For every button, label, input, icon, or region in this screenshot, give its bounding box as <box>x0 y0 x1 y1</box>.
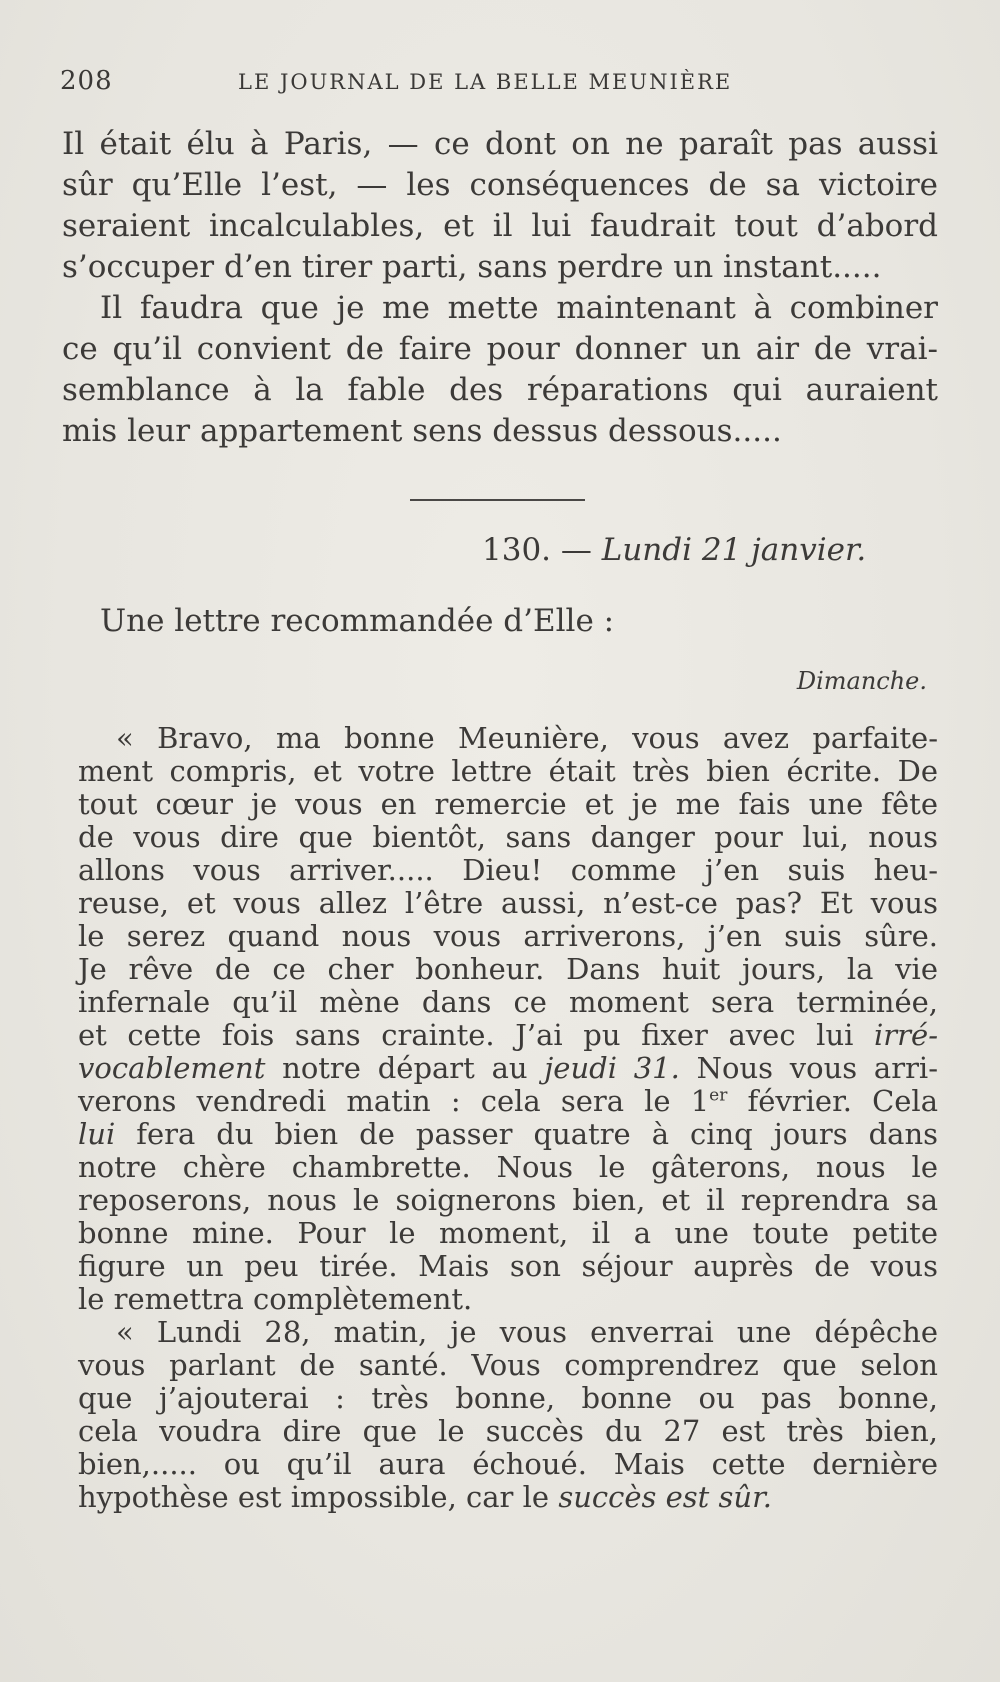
body-text <box>62 124 938 452</box>
letter-line <box>78 1118 938 1151</box>
letter-line: reposerons, nous le soignerons bien, et il reprendra sa <box>78 1183 938 1217</box>
letter-line <box>78 1481 938 1514</box>
paragraph-line: mis leur appartement sens dessus dessous..... <box>62 413 782 449</box>
letter-line <box>78 1052 938 1085</box>
paragraph-line: s’occuper d’en tirer parti, sans perdre un instant..... <box>62 249 882 285</box>
letter-text-run: fera du bien de passer quatre à cinq jours dans <box>136 1117 938 1151</box>
letter-line: « Lundi 28, matin, je vous enverrai une dépêche <box>116 1315 938 1349</box>
letter-line: « Bravo, ma bonne Meunière, vous avez parfaite- <box>116 721 938 755</box>
letter-line: allons vous arriver..... Dieu! comme j’en suis heu- <box>78 853 938 887</box>
letter-line <box>78 1085 938 1118</box>
letter-text <box>78 722 938 1514</box>
letter-line: figure un peu tirée. Mais son séjour auprès de vous <box>78 1249 938 1283</box>
letter-text-run: verons vendredi matin : cela sera le 1 <box>78 1084 710 1118</box>
letter-line <box>78 1019 938 1052</box>
letter-emphasis: succès est sûr. <box>558 1480 772 1514</box>
superscript: er <box>709 1085 728 1106</box>
letter-line: le remettra complètement. <box>78 1282 473 1316</box>
entry-date: Lundi 21 janvier. <box>601 532 867 568</box>
letter-line: le serez quand nous vous arriverons, j’en suis sûre. <box>78 919 938 953</box>
letter-dateline: Dimanche. <box>796 667 927 695</box>
letter-line: que j’ajouterai : très bonne, bonne ou pas bonne, <box>78 1381 938 1415</box>
page-header <box>60 66 940 106</box>
paragraph-line: Il faudra que je me mette maintenant à combiner <box>100 290 938 326</box>
letter-text-run: hypothèse est impossible, car le <box>78 1480 550 1514</box>
letter-line: tout cœur je vous en remercie et je me fais une fête <box>78 787 938 821</box>
paragraph-line: seraient incalculables, et il lui faudrait tout d’abord <box>62 208 938 244</box>
letter-emphasis: lui <box>78 1117 116 1151</box>
letter-line: cela voudra dire que le succès du 27 est très bien, <box>78 1414 938 1448</box>
page-number: 208 <box>60 66 113 96</box>
letter-line: ment compris, et votre lettre était très bien écrite. De <box>78 754 938 788</box>
section-divider <box>410 499 585 501</box>
letter-intro: Une lettre recommandée d’Elle : <box>100 603 615 639</box>
paragraph-line: sûr qu’Elle l’est, — les conséquences de sa victoire <box>62 167 938 203</box>
letter-line: infernale qu’il mène dans ce moment sera terminée, <box>78 985 938 1019</box>
paragraph-line: Il était élu à Paris, — ce dont on ne paraît pas aussi <box>62 126 938 162</box>
letter-emphasis: jeudi 31. <box>544 1051 680 1085</box>
letter-line: notre chère chambrette. Nous le gâterons, nous le <box>78 1150 938 1184</box>
letter-emphasis: irré- <box>874 1018 938 1052</box>
letter-line: reuse, et vous allez l’être aussi, n’est-ce pas? Et vous <box>78 886 938 920</box>
letter-line: de vous dire que bientôt, sans danger pour lui, nous <box>78 820 938 854</box>
entry-heading <box>482 532 866 568</box>
paragraph-line: ce qu’il convient de faire pour donner un air de vrai- <box>62 331 938 367</box>
paragraph-line: semblance à la fable des réparations qui auraient <box>62 372 938 408</box>
letter-emphasis: vocablement <box>78 1051 266 1085</box>
letter-line: bonne mine. Pour le moment, il a une toute petite <box>78 1216 938 1250</box>
letter-line: bien,..... ou qu’il aura échoué. Mais cette dernière <box>78 1447 938 1481</box>
entry-number: 130. — <box>482 532 592 568</box>
letter-text-run: février. Cela <box>747 1084 938 1118</box>
letter-line: Je rêve de ce cher bonheur. Dans huit jours, la vie <box>78 952 938 986</box>
letter-text-run: notre départ au <box>282 1051 528 1085</box>
letter-text-run: Nous vous arri- <box>696 1051 939 1085</box>
letter-line: vous parlant de santé. Vous comprendrez que selon <box>78 1348 938 1382</box>
letter-text-run: et cette fois sans crainte. J’ai pu fixer avec lui <box>78 1018 854 1052</box>
running-title: LE JOURNAL DE LA BELLE MEUNIÈRE <box>238 70 733 94</box>
